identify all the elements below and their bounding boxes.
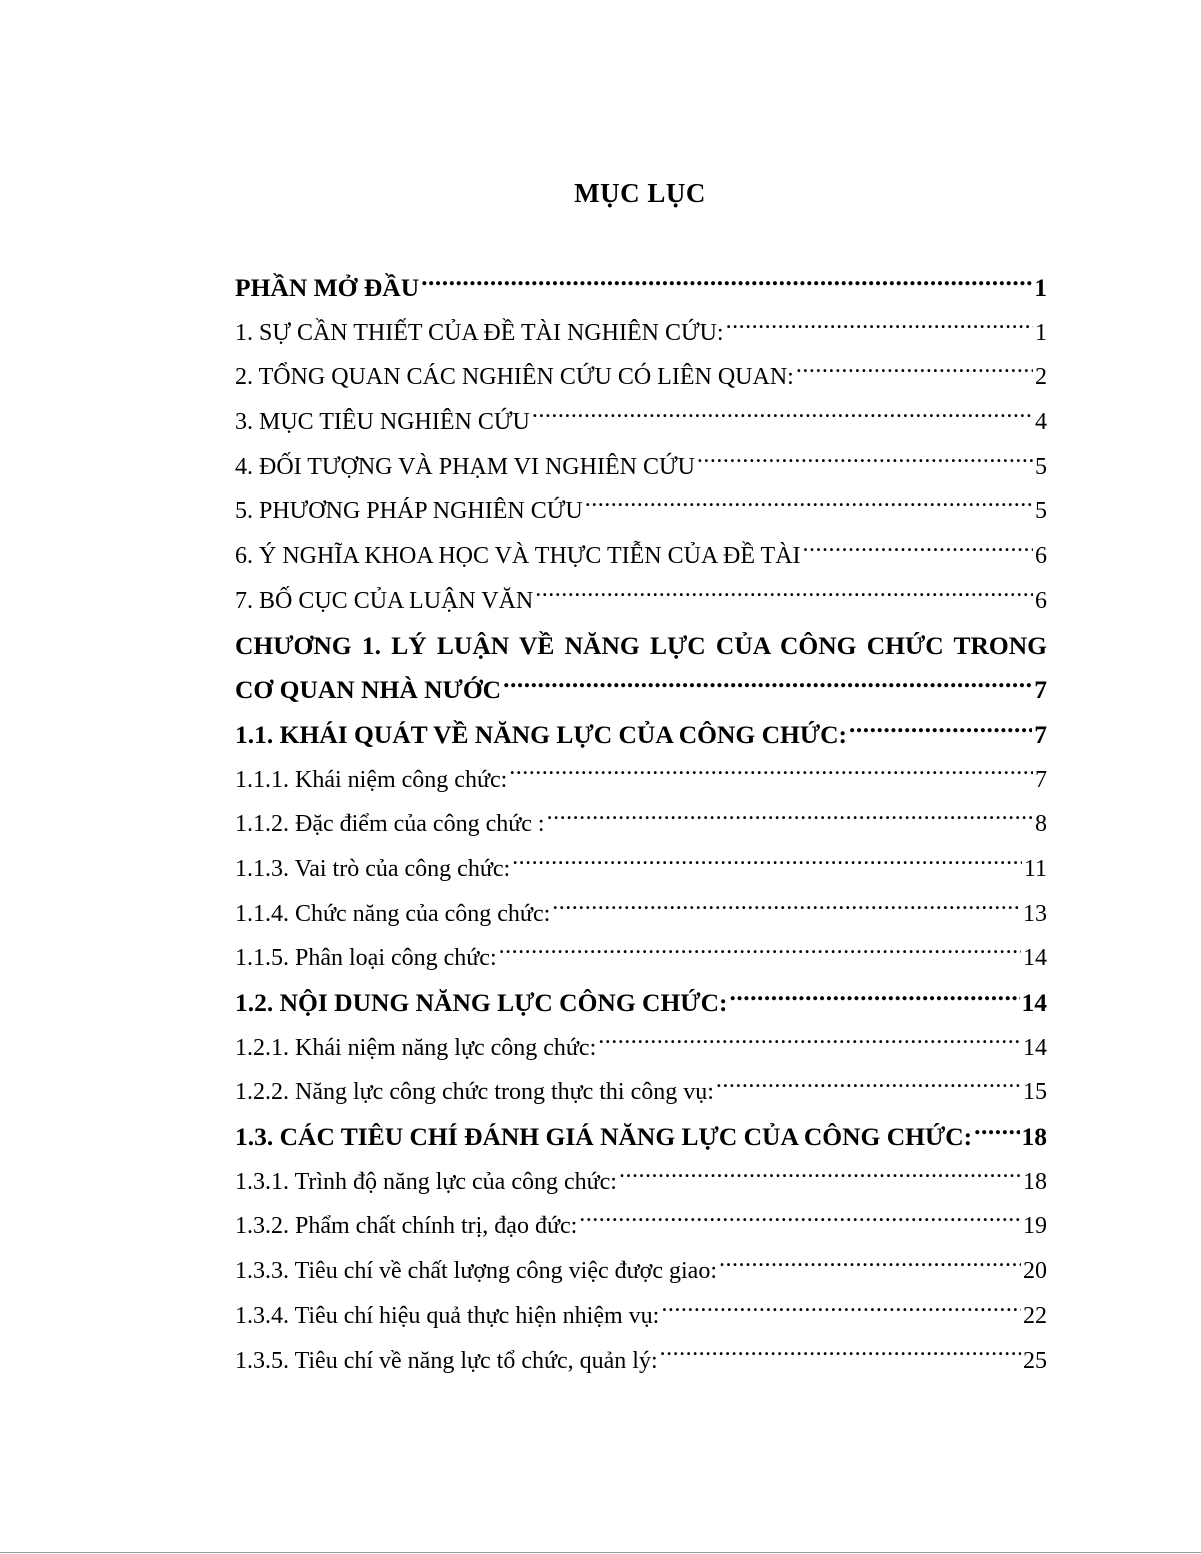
toc-entry[interactable] (235, 1115, 1047, 1160)
toc-page-number: 15 (1023, 1079, 1047, 1106)
toc-entry[interactable] (235, 668, 1047, 713)
toc-entry[interactable] (235, 892, 1047, 937)
toc-page-number: 11 (1023, 855, 1047, 882)
toc-entry-label: 1.3.1. Trình độ năng lực của công chức: (235, 1168, 617, 1195)
toc-entry-label: 1.3.3. Tiêu chí về chất lượng công việc được giao: (235, 1258, 717, 1285)
toc-entry-label: 7. BỐ CỤC CỦA LUẬN VĂN (235, 587, 534, 614)
toc-page-number: 14 (1023, 945, 1047, 972)
toc-dot-leader (796, 360, 1033, 384)
toc-entry[interactable] (235, 400, 1047, 445)
toc-entry[interactable] (235, 624, 1047, 669)
toc-dot-leader (585, 494, 1033, 518)
toc-entry-label: 1. SỰ CẦN THIẾT CỦA ĐỀ TÀI NGHIÊN CỨU: (235, 319, 724, 346)
toc-entry[interactable] (235, 758, 1047, 803)
toc-dot-leader (661, 1299, 1021, 1323)
toc-dot-leader (598, 1031, 1021, 1055)
toc-dot-leader (579, 1209, 1021, 1233)
page-bottom-rule (0, 1552, 1201, 1553)
toc-page-number: 7 (1035, 766, 1047, 793)
toc-entry-label: 4. ĐỐI TƯỢNG VÀ PHẠM VI NGHIÊN CỨU (235, 453, 695, 480)
toc-entry[interactable] (235, 847, 1047, 892)
toc-entry-label: 1.2.2. Năng lực công chức trong thực thi công vụ: (235, 1079, 714, 1106)
toc-dot-leader (716, 1075, 1021, 1099)
toc-entry[interactable] (235, 355, 1047, 400)
toc-entry-label: 1.1.5. Phân loại công chức: (235, 945, 497, 972)
toc-page-number: 2 (1035, 364, 1047, 391)
toc-page-number: 14 (1023, 1034, 1047, 1061)
toc-entry-label: 1.3.2. Phẩm chất chính trị, đạo đức: (235, 1213, 578, 1240)
toc-dot-leader (509, 763, 1033, 787)
toc-entry[interactable] (235, 579, 1047, 624)
toc-dot-leader (726, 316, 1033, 340)
toc-entry-label: 3. MỤC TIÊU NGHIÊN CỨU (235, 409, 530, 436)
toc-entry[interactable] (235, 1070, 1047, 1115)
toc-dot-leader (547, 807, 1033, 831)
toc-page-number: 19 (1023, 1213, 1047, 1240)
toc-entry[interactable] (235, 936, 1047, 981)
toc-entry[interactable] (235, 802, 1047, 847)
toc-entry[interactable] (235, 1026, 1047, 1071)
toc-dot-leader (849, 717, 1032, 743)
toc-entry[interactable] (235, 445, 1047, 490)
toc-page-number: 7 (1034, 675, 1047, 705)
toc-entry-label: 1.3.5. Tiêu chí về năng lực tổ chức, quản lý: (235, 1347, 658, 1374)
toc-entry[interactable] (235, 1294, 1047, 1339)
toc-entry-label: 1.2.1. Khái niệm năng lực công chức: (235, 1034, 597, 1061)
toc-dot-leader (974, 1120, 1019, 1146)
toc-page-number: 18 (1021, 1122, 1047, 1152)
toc-dot-leader (503, 673, 1032, 699)
toc-entry-label: 2. TỔNG QUAN CÁC NGHIÊN CỨU CÓ LIÊN QUAN: (235, 364, 794, 391)
toc-dot-leader (499, 941, 1021, 965)
toc-dot-leader (719, 1254, 1021, 1278)
toc-page-number: 5 (1035, 453, 1047, 480)
toc-page-number: 6 (1035, 543, 1047, 570)
toc-entry[interactable] (235, 1160, 1047, 1205)
toc-entry-label: 1.1.3. Vai trò của công chức: (235, 855, 511, 882)
toc-entry-label: 1.1. KHÁI QUÁT VỀ NĂNG LỰC CỦA CÔNG CHỨC: (235, 719, 848, 749)
table-of-contents (235, 266, 1047, 1383)
toc-entry-label: 1.3.4. Tiêu chí hiệu quả thực hiện nhiệm vụ: (235, 1302, 660, 1329)
toc-page-number: 1 (1035, 319, 1047, 346)
toc-page-number: 25 (1023, 1347, 1047, 1374)
toc-entry[interactable] (235, 1339, 1047, 1384)
toc-page-number: 4 (1035, 409, 1047, 436)
toc-page-number: 13 (1023, 900, 1047, 927)
toc-dot-leader (532, 405, 1033, 429)
toc-dot-leader (660, 1344, 1021, 1368)
toc-entry[interactable] (235, 311, 1047, 356)
toc-entry[interactable] (235, 981, 1047, 1026)
toc-page-number: 14 (1021, 988, 1047, 1017)
toc-dot-leader (421, 271, 1032, 297)
toc-page-number: 6 (1035, 587, 1047, 614)
toc-dot-leader (552, 897, 1021, 921)
toc-page-number: 7 (1034, 719, 1047, 749)
toc-page-number: 18 (1023, 1168, 1047, 1195)
toc-dot-leader (512, 852, 1022, 876)
toc-entry[interactable] (235, 489, 1047, 534)
toc-page-number: 5 (1035, 498, 1047, 525)
toc-entry-label: 1.1.4. Chức năng của công chức: (235, 900, 551, 927)
toc-page-number: 8 (1035, 811, 1047, 838)
toc-entry-label: PHẦN MỞ ĐẦU (235, 273, 420, 302)
toc-dot-leader (697, 450, 1033, 474)
toc-entry[interactable] (235, 1249, 1047, 1294)
toc-entry-label: CHƯƠNG 1. LÝ LUẬN VỀ NĂNG LỰC CỦA CÔNG CHỨC TRONG (235, 630, 1047, 660)
toc-dot-leader (535, 584, 1033, 608)
toc-page-number: 20 (1023, 1258, 1047, 1285)
toc-entry[interactable] (235, 1204, 1047, 1249)
toc-page-number: 1 (1034, 273, 1047, 302)
page-title: MỤC LỤC (574, 178, 706, 208)
toc-dot-leader (730, 986, 1020, 1012)
toc-entry[interactable] (235, 713, 1047, 758)
toc-dot-leader (619, 1165, 1021, 1189)
toc-dot-leader (803, 539, 1033, 563)
toc-entry[interactable] (235, 534, 1047, 579)
toc-entry-label: 1.3. CÁC TIÊU CHÍ ĐÁNH GIÁ NĂNG LỰC CỦA CÔNG CHỨC: (235, 1122, 973, 1152)
toc-entry-label: 1.1.2. Đặc điểm của công chức : (235, 811, 545, 838)
toc-entry-label: 1.2. NỘI DUNG NĂNG LỰC CÔNG CHỨC: (235, 988, 728, 1017)
toc-entry-label: 1.1.1. Khái niệm công chức: (235, 766, 508, 793)
toc-entry-label: CƠ QUAN NHÀ NƯỚC (235, 675, 502, 705)
toc-entry-label: 5. PHƯƠNG PHÁP NGHIÊN CỨU (235, 498, 583, 525)
toc-page-number: 22 (1023, 1302, 1047, 1329)
toc-entry[interactable] (235, 266, 1047, 311)
toc-entry-label: 6. Ý NGHĨA KHOA HỌC VÀ THỰC TIỄN CỦA ĐỀ TÀI (235, 543, 801, 570)
